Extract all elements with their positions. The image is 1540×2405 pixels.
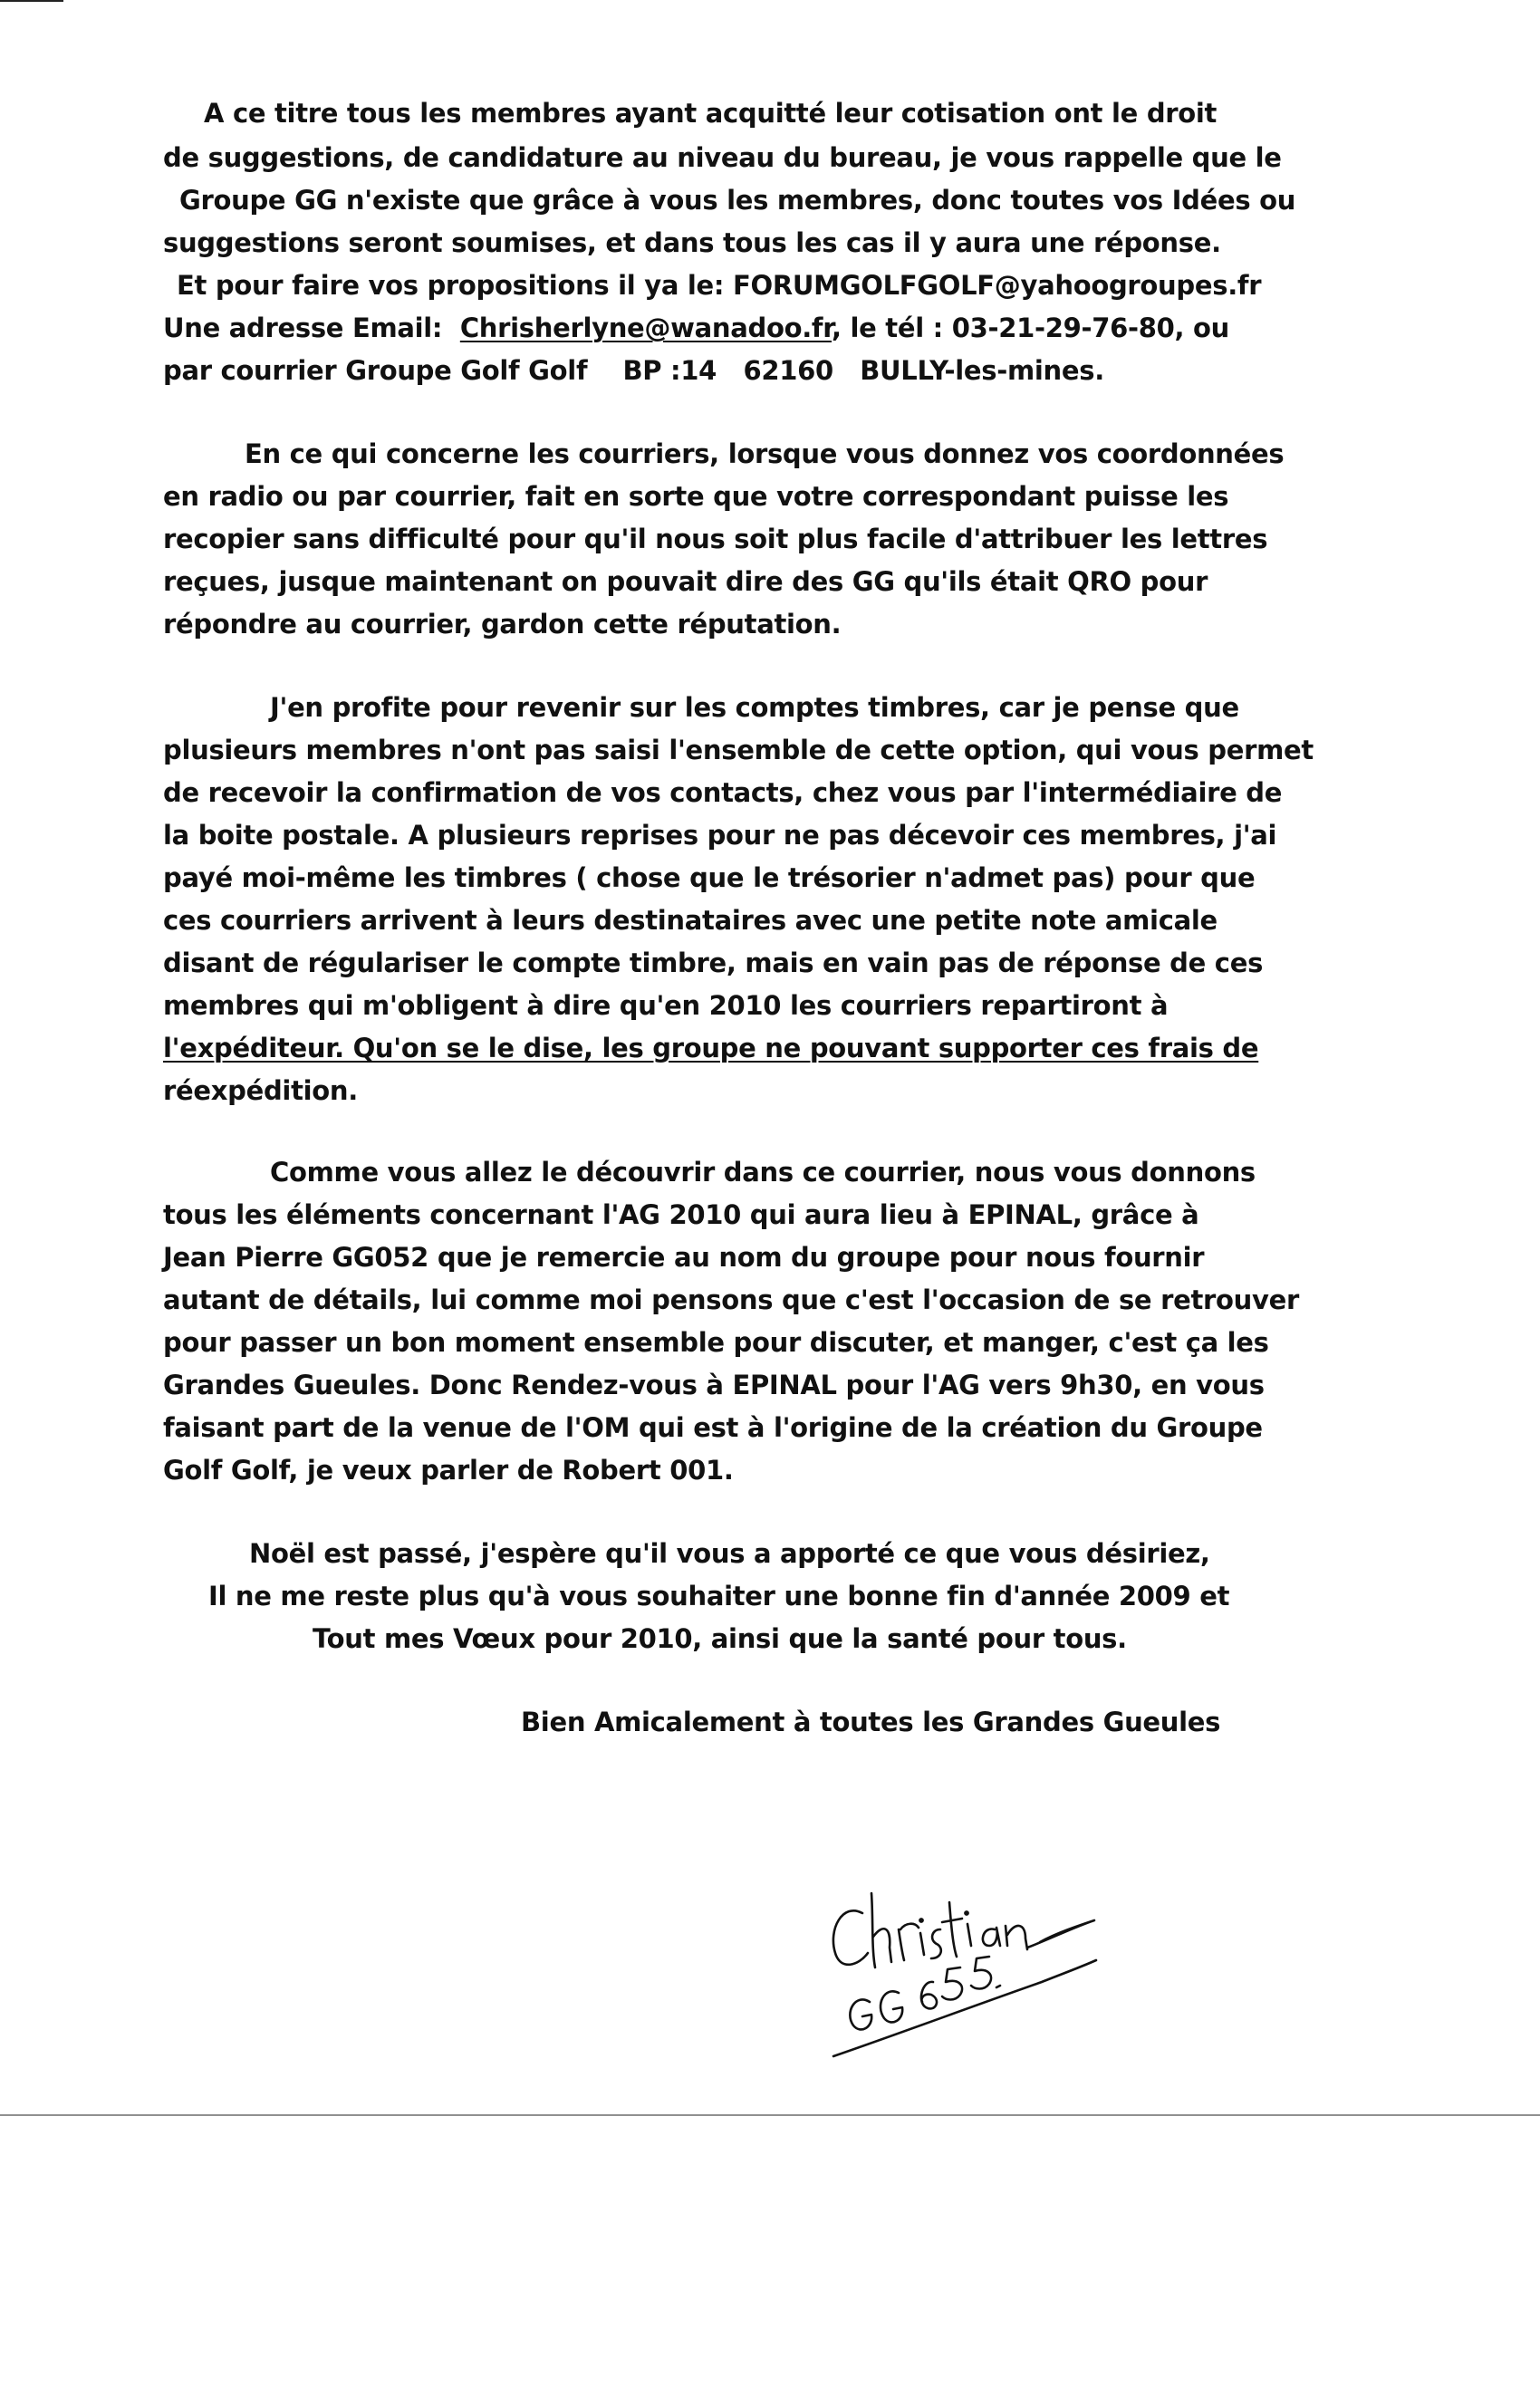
signature-rendered bbox=[815, 1866, 1105, 2074]
closing-salutation: Bien Amicalement à toutes les Grandes Gueules bbox=[521, 1707, 1221, 1737]
text-line: autant de détails, lui comme moi pensons que c'est l'occasion de se retrouver bbox=[163, 1284, 1299, 1315]
text-line: Grandes Gueules. Donc Rendez-vous à EPINAL pour l'AG vers 9h30, en vous bbox=[163, 1370, 1265, 1400]
text-line: disant de régulariser le compte timbre, mais en vain pas de réponse de ces bbox=[163, 948, 1264, 978]
text-line: Il ne me reste plus qu'à vous souhaiter une bonne fin d'année 2009 et bbox=[208, 1581, 1230, 1611]
text-line: tous les éléments concernant l'AG 2010 qui aura lieu à EPINAL, grâce à bbox=[163, 1199, 1199, 1230]
text-line-underlined: l'expéditeur. Qu'on se le dise, les groupe ne pouvant supporter ces frais de bbox=[163, 1033, 1259, 1063]
text-line: A ce titre tous les membres ayant acquitté leur cotisation ont le droit bbox=[204, 98, 1218, 129]
postal-address-line: par courrier Groupe Golf Golf BP :14 62160 BULLY-les-mines. bbox=[163, 355, 1104, 386]
email-label: Une adresse Email: bbox=[163, 313, 460, 343]
text-line: répondre au courrier, gardon cette réputation. bbox=[163, 609, 842, 640]
text-line: de recevoir la confirmation de vos contacts, chez vous par l'intermédiaire de bbox=[163, 777, 1283, 808]
text-line: Noël est passé, j'espère qu'il vous a apporté ce que vous désiriez, bbox=[249, 1538, 1210, 1569]
text-line: Comme vous allez le découvrir dans ce courrier, nous vous donnons bbox=[270, 1157, 1256, 1188]
text-line: reçues, jusque maintenant on pouvait dire des GG qu'ils était QRO pour bbox=[163, 566, 1208, 597]
text-line: en radio ou par courrier, fait en sorte que votre correspondant puisse les bbox=[163, 481, 1229, 512]
text-line: payé moi-même les timbres ( chose que le trésorier n'admet pas) pour que bbox=[163, 862, 1256, 893]
handwritten-signature-christian bbox=[811, 2210, 1083, 2391]
text-line: Golf Golf, je veux parler de Robert 001. bbox=[163, 1455, 734, 1486]
text-line: Jean Pierre GG052 que je remercie au nom du groupe pour nous fournir bbox=[163, 1242, 1205, 1273]
scan-edge-mark-bottom bbox=[0, 2114, 1540, 2116]
text-line: membres qui m'obligent à dire qu'en 2010 les courriers repartiront à bbox=[163, 990, 1169, 1021]
text-line: J'en profite pour revenir sur les comptes timbres, car je pense que bbox=[270, 692, 1239, 723]
phone-text: , le tél : 03-21-29-76-80, ou bbox=[831, 313, 1229, 343]
text-line: ces courriers arrivent à leurs destinataires avec une petite note amicale bbox=[163, 905, 1218, 936]
text-line: En ce qui concerne les courriers, lorsque vous donnez vos coordonnées bbox=[245, 438, 1285, 469]
text-line: réexpédition. bbox=[163, 1075, 358, 1106]
scan-edge-mark-top-left bbox=[0, 0, 63, 2]
text-line: recopier sans difficulté pour qu'il nous soit plus facile d'attribuer les lettres bbox=[163, 524, 1268, 554]
text-line: Groupe GG n'existe que grâce à vous les membres, donc toutes vos Idées ou bbox=[179, 185, 1296, 216]
text-line: faisant part de la venue de l'OM qui est à l'origine de la création du Groupe bbox=[163, 1412, 1263, 1443]
text-line: Et pour faire vos propositions il ya le: FORUMGOLFGOLF@yahoogroupes.fr bbox=[177, 270, 1262, 301]
text-line: plusieurs membres n'ont pas saisi l'ensemble de cette option, qui vous permet bbox=[163, 735, 1314, 765]
text-line: Tout mes Vœux pour 2010, ainsi que la santé pour tous. bbox=[313, 1623, 1127, 1654]
text-line: suggestions seront soumises, et dans tous les cas il y aura une réponse. bbox=[163, 227, 1221, 258]
contact-line bbox=[163, 312, 1229, 344]
email-link[interactable]: Chrisherlyne@wanadoo.fr bbox=[459, 313, 832, 343]
text-line: pour passer un bon moment ensemble pour discuter, et manger, c'est ça les bbox=[163, 1327, 1269, 1358]
text-line: la boite postale. A plusieurs reprises pour ne pas décevoir ces membres, j'ai bbox=[163, 820, 1277, 851]
text-line: de suggestions, de candidature au niveau du bureau, je vous rappelle que le bbox=[163, 142, 1282, 173]
